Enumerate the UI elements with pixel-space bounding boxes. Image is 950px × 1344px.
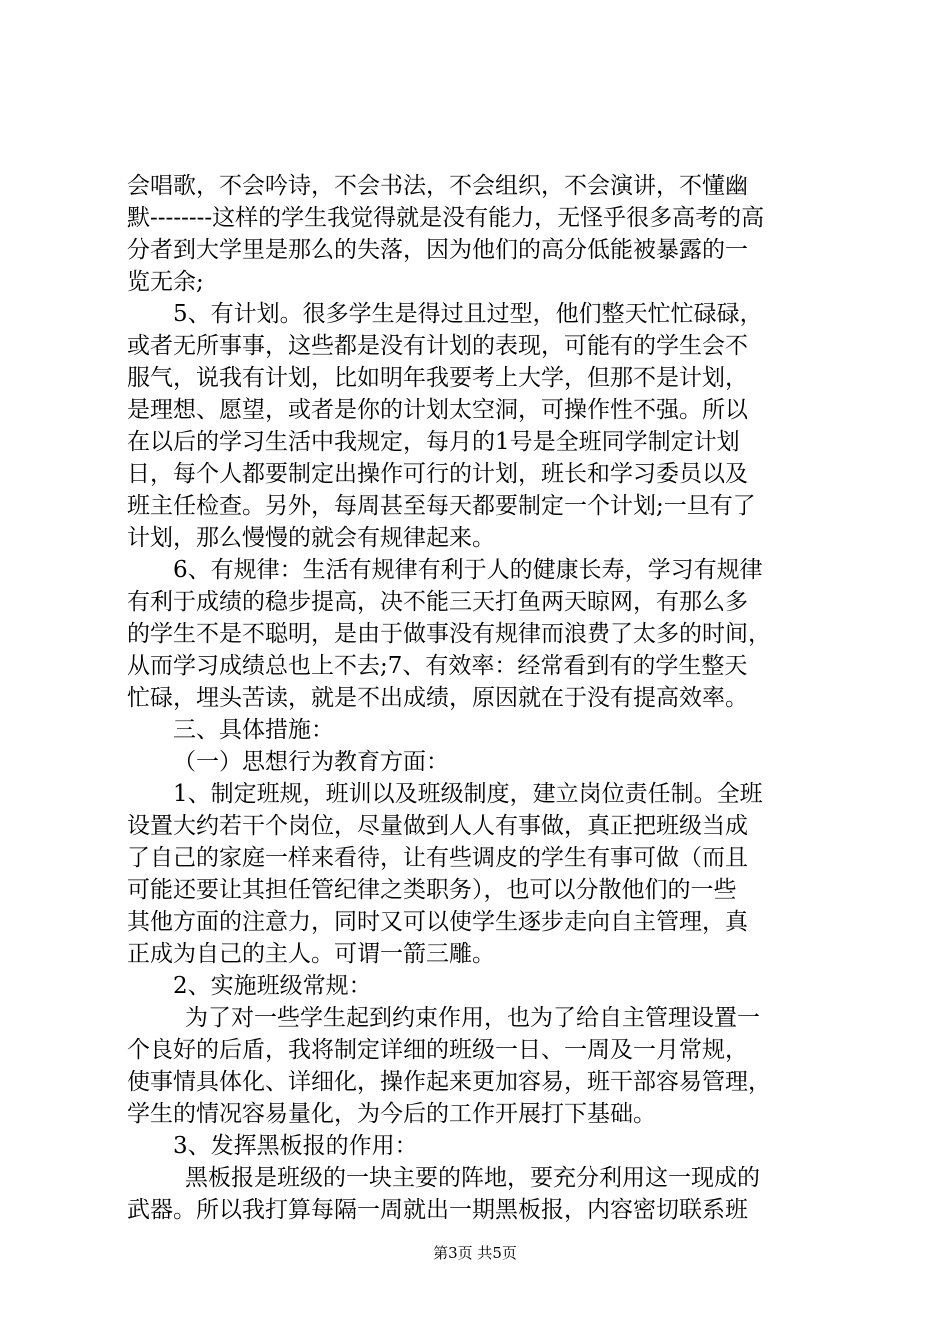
text-line: 3、发挥黑板报的作用：	[173, 1133, 418, 1159]
text-line: 班主任检查。另外，每周甚至每天都要制定一个计划;一旦有了	[127, 493, 756, 519]
text-line: 武器。所以我打算每隔一周就出一期黑板报，内容密切联系班	[127, 1197, 748, 1223]
text-line: 计划，那么慢慢的就会有规律起来。	[127, 525, 495, 551]
text-line: 为了对一些学生起到约束作用，也为了给自主管理设置一	[185, 1005, 760, 1031]
text-line: 正成为自己的主人。可谓一箭三雕。	[127, 941, 495, 967]
text-line: 在以后的学习生活中我规定，每月的1号是全班同学制定计划	[127, 429, 740, 455]
text-line: 的学生不是不聪明，是由于做事没有规律而浪费了太多的时间，	[127, 621, 771, 647]
text-line: 会唱歌，不会吟诗，不会书法，不会组织，不会演讲，不懂幽	[127, 173, 748, 199]
text-line: 日，每个人都要制定出操作可行的计划，班长和学习委员以及	[127, 461, 748, 487]
text-line: 览无余;	[127, 269, 204, 295]
text-line: 学生的情况容易量化，为今后的工作开展打下基础。	[127, 1101, 656, 1127]
text-line: 5、有计划。很多学生是得过且过型，他们整天忙忙碌碌，	[173, 301, 763, 327]
document-body	[127, 170, 839, 1226]
text-line: 2、实施班级常规：	[173, 973, 372, 999]
text-line: 使事情具体化、详细化，操作起来更加容易，班干部容易管理，	[127, 1069, 771, 1095]
text-line: 设置大约若干个岗位，尽量做到人人有事做，真正把班级当成	[127, 813, 748, 839]
text-line: 有利于成绩的稳步提高，决不能三天打鱼两天晾网，有那么多	[127, 589, 748, 615]
text-line: 其他方面的注意力，同时又可以使学生逐步走向自主管理，真	[127, 909, 748, 935]
text-line: 可能还要让其担任管纪律之类职务），也可以分散他们的一些	[127, 877, 737, 903]
text-line: 从而学习成绩总也上不去;7、有效率：经常看到有的学生整天	[127, 653, 748, 679]
text-line: （一）思想行为教育方面：	[173, 749, 449, 775]
text-line: 6、有规律：生活有规律有利于人的健康长寿，学习有规律	[173, 557, 763, 583]
text-line: 个良好的后盾，我将制定详细的班级一日、一周及一月常规，	[127, 1037, 748, 1063]
text-line: 三、具体措施：	[173, 717, 334, 743]
text-line: 服气，说我有计划，比如明年我要考上大学，但那不是计划，	[127, 365, 748, 391]
text-line: 黑板报是班级的一块主要的阵地，要充分利用这一现成的	[185, 1165, 760, 1191]
text-line: 1、制定班规，班训以及班级制度，建立岗位责任制。全班	[173, 781, 763, 807]
text-line: 是理想、愿望，或者是你的计划太空洞，可操作性不强。所以	[127, 397, 748, 423]
text-line: 忙碌，埋头苦读，就是不出成绩，原因就在于没有提高效率。	[127, 685, 748, 711]
text-line: 默--------这样的学生我觉得就是没有能力，无怪乎很多高考的高	[127, 205, 765, 231]
text-line: 了自己的家庭一样来看待，让有些调皮的学生有事可做（而且	[127, 845, 748, 871]
text-line: 或者无所事事，这些都是没有计划的表现，可能有的学生会不	[127, 333, 748, 359]
page-footer: 第3页 共5页	[433, 1244, 517, 1262]
text-line: 分者到大学里是那么的失落，因为他们的高分低能被暴露的一	[127, 237, 748, 263]
